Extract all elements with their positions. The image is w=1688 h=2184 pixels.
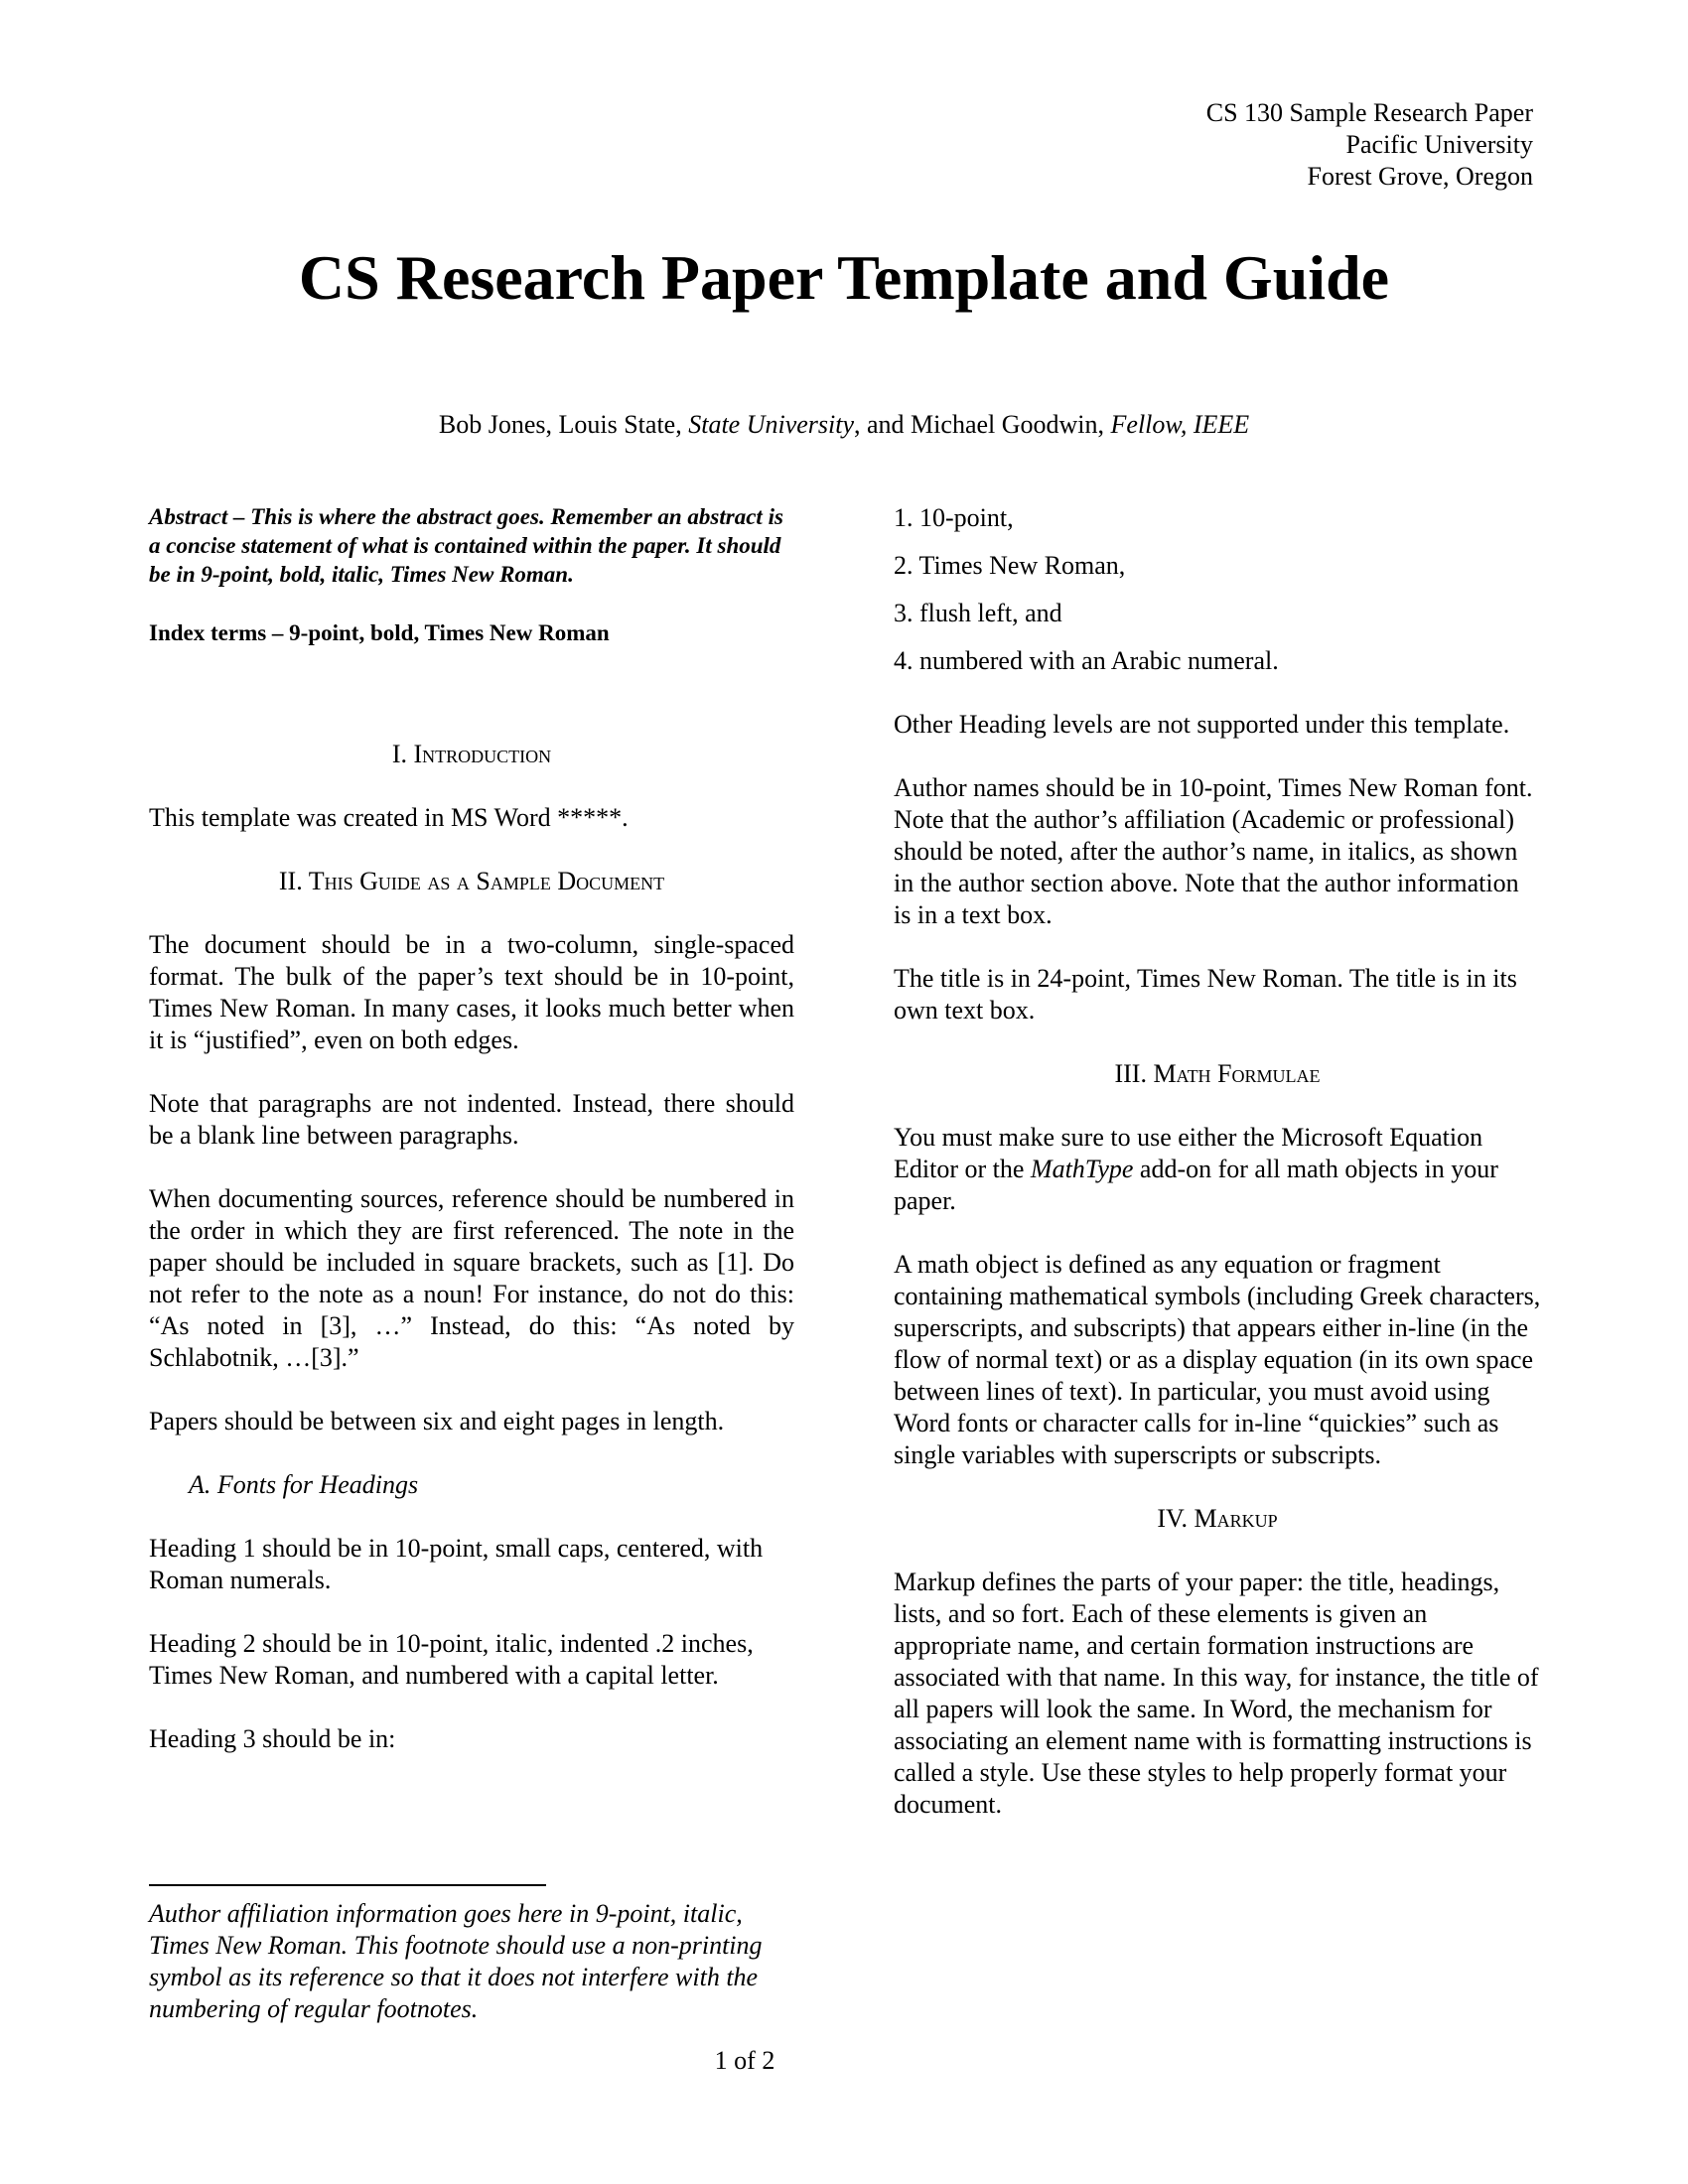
guide-paragraph-2: Note that paragraphs are not indented. Instead, there should be a blank line between paragraphs. <box>149 1089 794 1150</box>
heading1-description: Heading 1 should be in 10-point, small caps, centered, with Roman numerals. <box>149 1534 764 1594</box>
author-names-paragraph: Author names should be in 10-point, Times New Roman font. Note that the author’s affiliation (Academic or professional) should be noted, after the author’s name, in italics, as shown in the author section above. Note that the author information is in a text box. <box>894 773 1533 929</box>
other-headings-paragraph: Other Heading levels are not supported under this template. <box>894 710 1510 739</box>
footnote: Author affiliation information goes here in 9-point, italic, Times New Roman. This footnote should use a non-printing symbol as its reference so that it does not interfere with the numbering of regular footnotes. <box>149 1899 763 2023</box>
title-paragraph: The title is in 24-point, Times New Roman. The title is in its own text box. <box>894 964 1517 1024</box>
math-paragraph-1 <box>894 1122 1541 1217</box>
heading3-rules-list <box>894 502 1541 677</box>
math-text-b: add-on for all math objects in your paper. <box>894 1155 1498 1215</box>
author-names-2: , and Michael Goodwin, <box>854 410 1111 439</box>
intro-paragraph: This template was created in MS Word *****. <box>149 803 629 832</box>
heading-introduction: I. Introduction <box>391 740 552 768</box>
heading-markup: IV. Markup <box>1157 1504 1278 1533</box>
course-header <box>1206 97 1533 193</box>
heading-guide: II. This Guide as a Sample Document <box>278 867 665 895</box>
author-affiliation-2: Fellow, IEEE <box>1110 410 1250 439</box>
right-column <box>894 502 1541 1821</box>
list-item: 2. Times New Roman, <box>894 551 1126 580</box>
abstract: Abstract – This is where the abstract goes. Remember an abstract is a concise statement of what is contained within the paper. It should be in 9-point, bold, italic, Times New Roman. <box>149 504 783 587</box>
guide-paragraph-4: Papers should be between six and eight pages in length. <box>149 1407 725 1435</box>
math-text-a: You must make sure to use either the Microsoft Equation Editor or the <box>894 1123 1483 1183</box>
mathtype-name: MathType <box>1030 1155 1134 1183</box>
author-names-1: Bob Jones, Louis State, <box>438 410 689 439</box>
guide-paragraph-3: When documenting sources, reference should be numbered in the order in which they are first referenced. The note in the paper should be included in square brackets, such as [1]. Do not refer to the note as a noun! For instance, do not do this: “As noted in [3], …” Instead, do this: “As noted by Schlabotnik, …[3].” <box>149 1184 794 1372</box>
course-line: CS 130 Sample Research Paper <box>1205 98 1533 127</box>
paper-title: CS Research Paper Template and Guide <box>298 242 1390 313</box>
location-line: Forest Grove, Oregon <box>1307 162 1533 191</box>
heading-math-formulae: III. Math Formulae <box>1114 1059 1321 1088</box>
left-column <box>149 502 794 1755</box>
list-item: 4. numbered with an Arabic numeral. <box>894 646 1279 675</box>
heading2-description: Heading 2 should be in 10-point, italic, indented .2 inches, Times New Roman, and numbered with a capital letter. <box>149 1629 754 1690</box>
author-line <box>0 409 1688 441</box>
page-number: 1 of 2 <box>714 2046 775 2075</box>
list-item: 3. flush left, and <box>894 599 1062 627</box>
heading-fonts-for-headings: A. Fonts for Headings <box>189 1470 419 1499</box>
university-line: Pacific University <box>1345 130 1533 159</box>
guide-paragraph-1: The document should be in a two-column, single-spaced format. The bulk of the paper’s text should be in 10-point, Times New Roman. In many cases, it looks much better when it is “justified”, even on both edges. <box>149 930 794 1054</box>
heading3-description: Heading 3 should be in: <box>149 1724 396 1753</box>
footnote-separator <box>149 1884 546 1886</box>
list-item: 1. 10-point, <box>894 503 1014 532</box>
index-terms: Index terms – 9-point, bold, Times New Roman <box>149 620 610 645</box>
author-affiliation-1: State University <box>688 410 855 439</box>
markup-paragraph: Markup defines the parts of your paper: the title, headings, lists, and so fort. Each of these elements is given an appropriate name, and certain formation instructions are associated with that name. In this way, for instance, the title of all papers will look the same. In Word, the mechanism for associating an element name with is formatting instructions is called a style. Use these styles to help properly format your document. <box>894 1568 1539 1819</box>
math-paragraph-2: A math object is defined as any equation or fragment containing mathematical symbols (including Greek characters, superscripts, and subscripts) that appears either in-line (in the flow of normal text) or as a display equation (in its own space between lines of text). In particular, you must avoid using Word fonts or character calls for in-line “quickies” such as single variables with superscripts or subscripts. <box>894 1250 1541 1469</box>
